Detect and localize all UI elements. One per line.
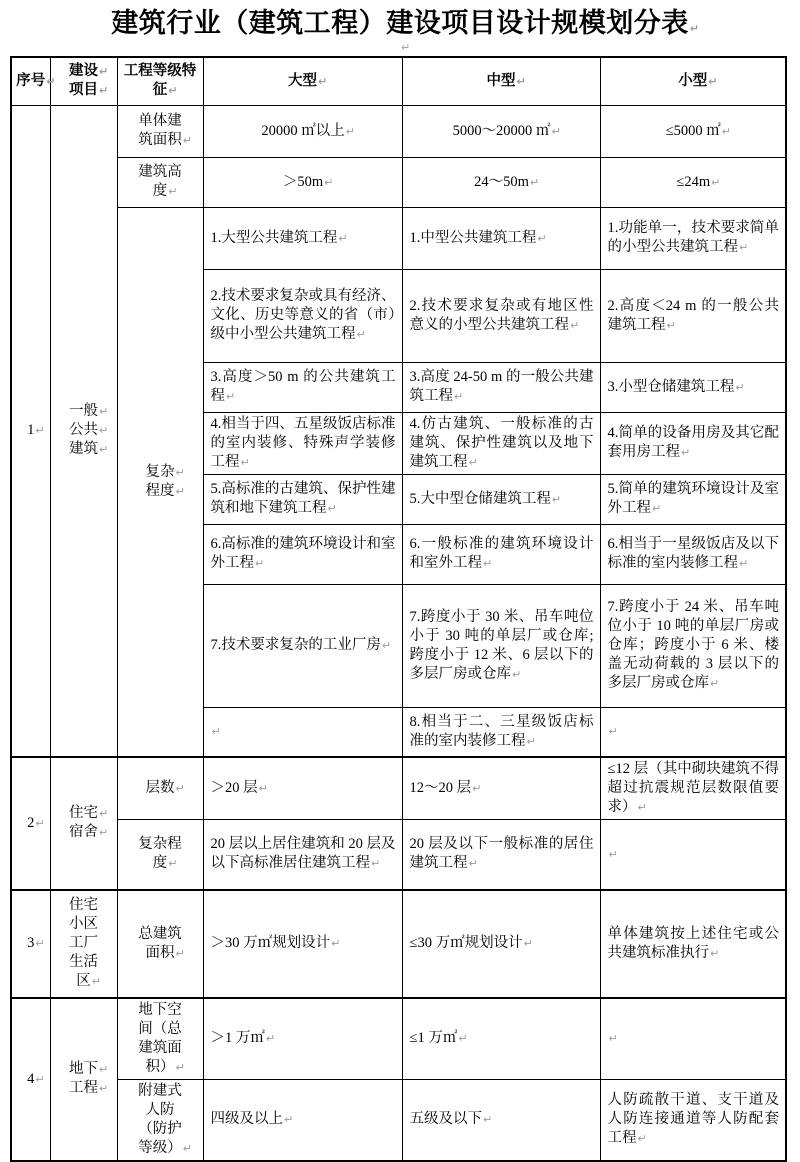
project-cell: 地下↵ 工程↵: [50, 998, 117, 1161]
large-cell: 5.高标准的古建筑、保护性建筑和地下建筑工程↵: [203, 474, 402, 524]
feature-cell: 复杂程度↵: [117, 820, 203, 890]
small-cell: ≤24m↵: [600, 157, 786, 207]
small-cell: 4.简单的设备用房及其它配套用房工程↵: [600, 412, 786, 474]
feature-cell: 地下空间（总建筑面积）↵: [117, 998, 203, 1080]
medium-cell: 2.技术要求复杂或有地区性意义的小型公共建筑工程↵: [402, 269, 600, 362]
small-cell: ↵: [600, 820, 786, 890]
medium-cell: 12～20 层↵: [402, 757, 600, 820]
medium-cell: 五级及以下↵: [402, 1079, 600, 1161]
large-cell: ＞50m↵: [203, 157, 402, 207]
feature-cell: 建筑高度↵: [117, 157, 203, 207]
project-cell: 住宅小区工厂生活区↵: [50, 890, 117, 998]
header-feature: 工程等级特征↵: [117, 57, 203, 105]
large-cell: 4.相当于四、五星级饭店标准的室内装修、特殊声学装修工程↵: [203, 412, 402, 474]
large-cell: ＞20 层↵: [203, 757, 402, 820]
index-cell: 3↵: [11, 890, 50, 998]
large-cell: 20000 ㎡以上↵: [203, 105, 402, 157]
table-row: [11, 105, 786, 157]
empty-paragraph: ↵: [401, 41, 411, 54]
small-cell: ↵: [600, 707, 786, 757]
page-title: 建筑行业（建筑工程）建设项目设计规模划分表↵: [111, 8, 700, 38]
large-cell: 四级及以上↵: [203, 1079, 402, 1161]
small-cell: 5.简单的建筑环境设计及室外工程↵: [600, 474, 786, 524]
small-cell: ≤5000 ㎡↵: [600, 105, 786, 157]
medium-cell: 4.仿古建筑、一般标准的古建筑、保护性建筑以及地下建筑工程↵: [402, 412, 600, 474]
table-header-row: [11, 57, 786, 105]
large-cell: 1.大型公共建筑工程↵: [203, 207, 402, 269]
header-index: 序号↵: [11, 57, 50, 105]
large-cell: 6.高标准的建筑环境设计和室外工程↵: [203, 524, 402, 584]
table-row: [11, 820, 786, 890]
medium-cell: 1.中型公共建筑工程↵: [402, 207, 600, 269]
table-row: [11, 890, 786, 998]
medium-cell: ≤30 万㎡规划设计↵: [402, 890, 600, 998]
table-row: [11, 207, 786, 269]
medium-cell: 6.一般标准的建筑环境设计和室外工程↵: [402, 524, 600, 584]
large-cell: ＞1 万㎡↵: [203, 998, 402, 1080]
table-row: [11, 157, 786, 207]
small-cell: 7.跨度小于 24 米、吊车吨位小于 10 吨的单层厂房或仓库；跨度小于 6 米、楼盖无动荷载的 3 层以下的多层厂房或仓库↵: [600, 584, 786, 707]
table-row: [11, 998, 786, 1080]
index-cell: 2↵: [11, 757, 50, 890]
large-cell: 20 层以上居住建筑和 20 层及以下高标准居住建筑工程↵: [203, 820, 402, 890]
medium-cell: 24～50m↵: [402, 157, 600, 207]
index-cell: 4↵: [11, 998, 50, 1161]
medium-cell: 7.跨度小于 30 米、吊车吨位小于 30 吨的单层厂或仓库;跨度小于 12 米、6 层以下的多层厂房或仓库↵: [402, 584, 600, 707]
header-large: 大型↵: [203, 57, 402, 105]
small-cell: 2.高度＜24 m 的一般公共建筑工程↵: [600, 269, 786, 362]
feature-cell: 单体建筑面积↵: [117, 105, 203, 157]
header-small: 小型↵: [600, 57, 786, 105]
medium-cell: 5000～20000 ㎡↵: [402, 105, 600, 157]
large-cell: ↵: [203, 707, 402, 757]
feature-cell: 附建式人防（防护等级）↵: [117, 1079, 203, 1161]
small-cell: 1.功能单一，技术要求简单的小型公共建筑工程↵: [600, 207, 786, 269]
header-medium: 中型↵: [402, 57, 600, 105]
project-cell: 一般↵ 公共↵ 建筑↵: [50, 105, 117, 757]
small-cell: 单体建筑按上述住宅或公共建筑标准执行↵: [600, 890, 786, 998]
medium-cell: ≤1 万㎡↵: [402, 998, 600, 1080]
large-cell: ＞30 万㎡规划设计↵: [203, 890, 402, 998]
small-cell: 3.小型仓储建筑工程↵: [600, 362, 786, 412]
small-cell: ≤12 层（其中砌块建筑不得超过抗震规范层数限值要求）↵: [600, 757, 786, 820]
large-cell: 7.技术要求复杂的工业厂房↵: [203, 584, 402, 707]
medium-cell: 8.相当于二、三星级饭店标准的室内装修工程↵: [402, 707, 600, 757]
feature-cell: 层数↵: [117, 757, 203, 820]
project-cell: 住宅↵ 宿舍↵: [50, 757, 117, 890]
small-cell: 6.相当于一星级饭店及以下标准的室内装修工程↵: [600, 524, 786, 584]
medium-cell: 3.高度 24-50 m 的一般公共建筑工程↵: [402, 362, 600, 412]
medium-cell: 20 层及以下一般标准的居住建筑工程↵: [402, 820, 600, 890]
feature-cell: 总建筑面积↵: [117, 890, 203, 998]
feature-cell: 复杂↵ 程度↵: [117, 207, 203, 757]
table-row: [11, 1079, 786, 1161]
large-cell: 2.技术要求复杂或具有经济、文化、历史等意义的省（市）级中小型公共建筑工程↵: [203, 269, 402, 362]
index-cell: 1↵: [11, 105, 50, 757]
medium-cell: 5.大中型仓储建筑工程↵: [402, 474, 600, 524]
header-project: 建设↵ 项目↵: [50, 57, 117, 105]
small-cell: 人防疏散干道、支干道及人防连接通道等人防配套工程↵: [600, 1079, 786, 1161]
large-cell: 3.高度＞50 m 的公共建筑工程↵: [203, 362, 402, 412]
table-row: [11, 757, 786, 820]
project-scale-table: [10, 56, 787, 1162]
small-cell: ↵: [600, 998, 786, 1080]
